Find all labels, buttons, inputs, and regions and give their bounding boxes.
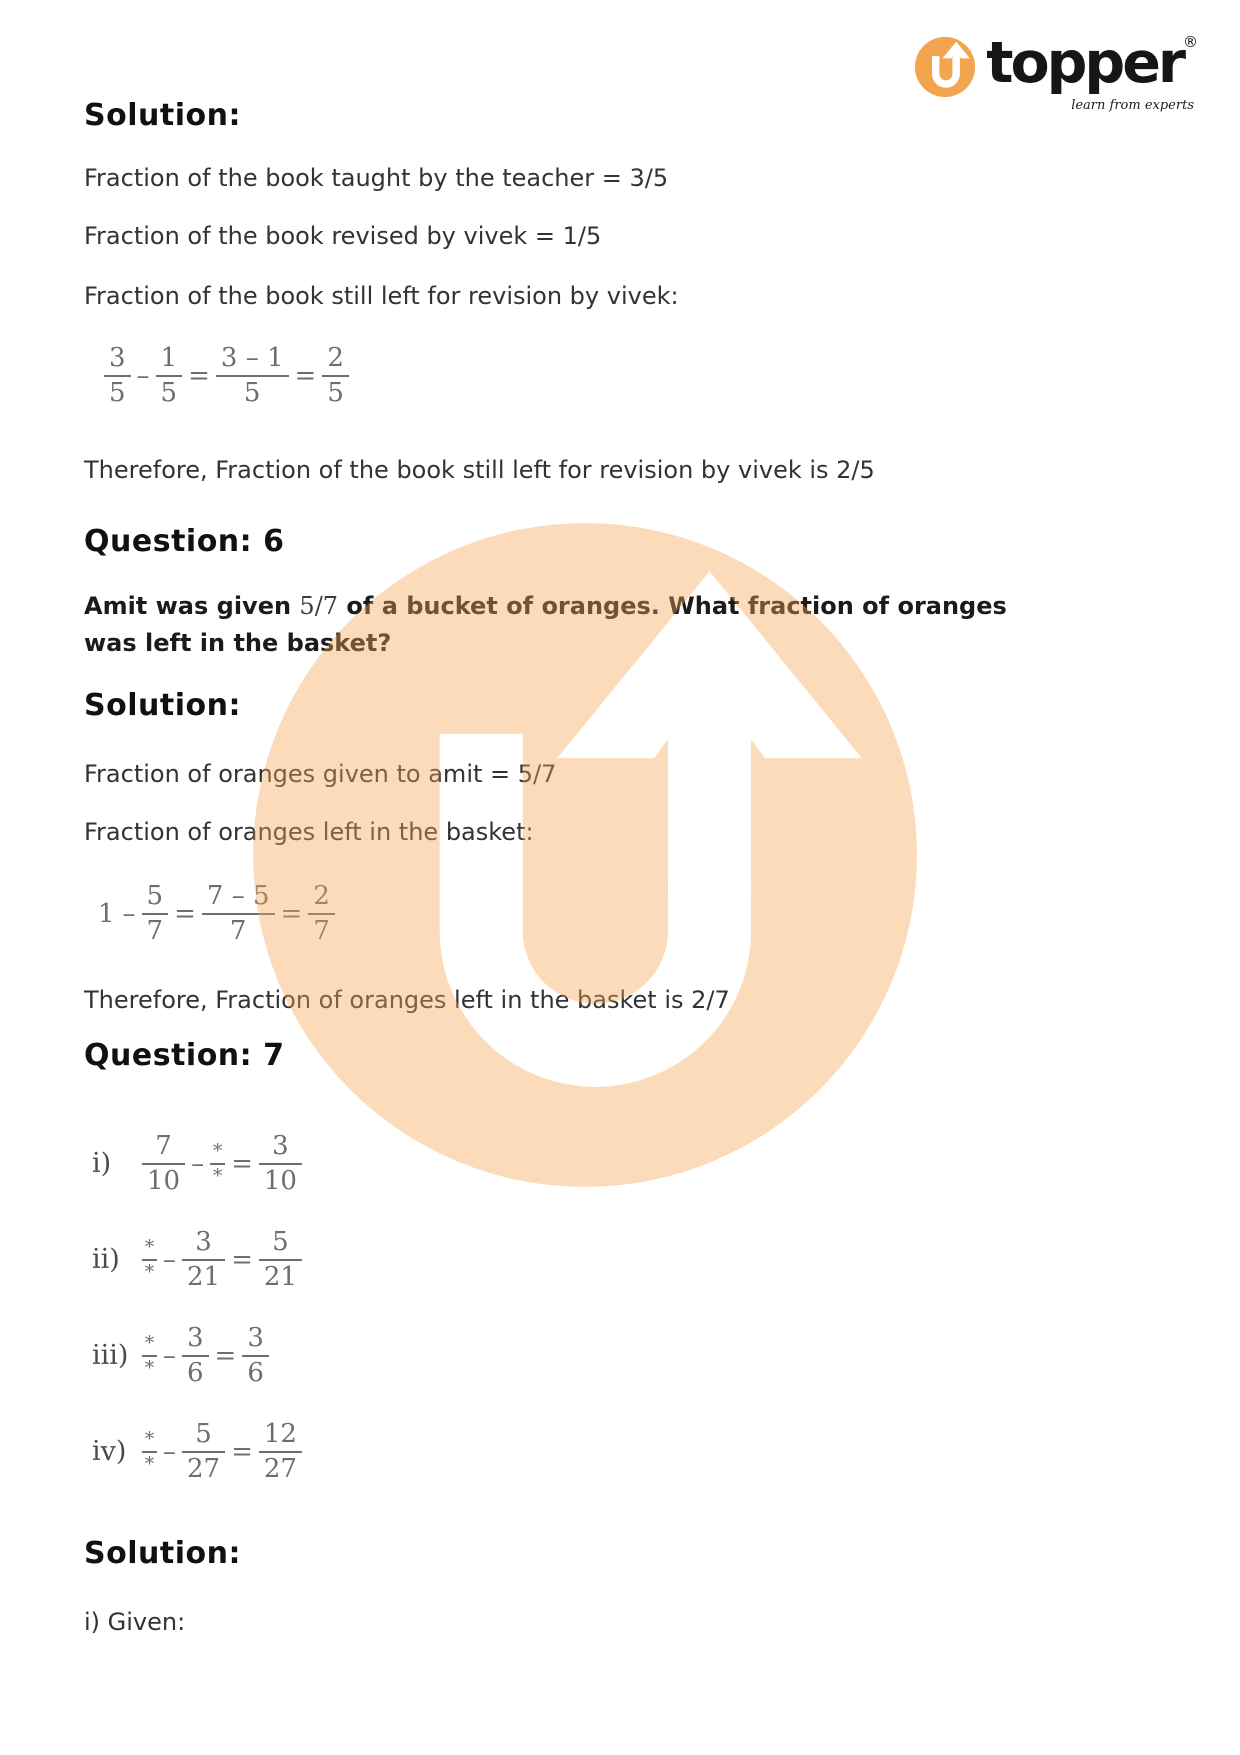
fraction: $\frac{5}{7}$ bbox=[142, 882, 169, 945]
item-label: iii) bbox=[92, 1340, 129, 1372]
equals-op: = bbox=[214, 1340, 237, 1371]
equation-2 bbox=[98, 882, 335, 945]
question-6-fraction: 5/7 bbox=[299, 592, 339, 620]
utopper-logo bbox=[914, 30, 1198, 113]
fraction: $\frac{3}{5}$ bbox=[104, 344, 131, 407]
item-label: ii) bbox=[92, 1244, 120, 1276]
solution-heading-3: Solution: bbox=[84, 1536, 241, 1571]
solution2-line-1: Fraction of oranges given to amit = 5/7 bbox=[84, 760, 557, 788]
equals-op: = bbox=[188, 360, 210, 391]
fraction: $\frac{3}{10}$ bbox=[259, 1132, 302, 1195]
missing-fraction: $\frac{*}{*}$ bbox=[142, 1335, 157, 1377]
minus-op: – bbox=[163, 1436, 176, 1467]
solution1-line-2: Fraction of the book revised by vivek = 1/5 bbox=[84, 222, 602, 250]
missing-fraction: $\frac{*}{*}$ bbox=[142, 1431, 157, 1473]
therefore-line-1: Therefore, Fraction of the book still left for revision by vivek is 2/5 bbox=[84, 456, 875, 484]
question-7-item-ii bbox=[92, 1228, 302, 1291]
logo-tagline: learn from experts bbox=[1071, 98, 1194, 113]
equation-1 bbox=[104, 344, 349, 407]
fraction: $\frac{3 - 1}{5}$ bbox=[216, 344, 289, 407]
solution-heading-2: Solution: bbox=[84, 688, 241, 723]
missing-fraction: $\frac{*}{*}$ bbox=[210, 1143, 225, 1185]
minus-op: – bbox=[136, 360, 150, 391]
question-7-item-iii bbox=[92, 1324, 269, 1387]
fraction: $\frac{7 - 5}{7}$ bbox=[202, 882, 275, 945]
solution-heading-1: Solution: bbox=[84, 98, 241, 133]
fraction: $\frac{2}{7}$ bbox=[308, 882, 335, 945]
u-arrow-logo-icon bbox=[914, 36, 976, 98]
fraction: $\frac{5}{27}$ bbox=[182, 1420, 225, 1483]
equals-op: = bbox=[294, 360, 317, 391]
logo-wordmark: topper® bbox=[986, 30, 1198, 96]
item-label: i) bbox=[92, 1148, 112, 1180]
item-label: iv) bbox=[92, 1436, 127, 1468]
fraction: $\frac{2}{5}$ bbox=[322, 344, 349, 407]
fraction: $\frac{12}{27}$ bbox=[259, 1420, 302, 1483]
solution1-line-1: Fraction of the book taught by the teacher = 3/5 bbox=[84, 164, 669, 192]
solution1-line-3: Fraction of the book still left for revision by vivek: bbox=[84, 282, 679, 310]
question-6-heading: Question: 6 bbox=[84, 524, 285, 559]
question-7-item-i bbox=[92, 1132, 302, 1195]
question-7-item-iv bbox=[92, 1420, 302, 1483]
equals-op: = bbox=[174, 898, 196, 929]
solution3-line-1: i) Given: bbox=[84, 1608, 186, 1636]
registered-mark: ® bbox=[1183, 33, 1198, 51]
fraction: $\frac{3}{6}$ bbox=[182, 1324, 209, 1387]
number-one: 1 bbox=[98, 898, 115, 929]
therefore-line-2: Therefore, Fraction of oranges left in the basket is 2/7 bbox=[84, 986, 730, 1014]
minus-op: – bbox=[122, 898, 136, 929]
equals-op: = bbox=[280, 898, 303, 929]
fraction: $\frac{3}{21}$ bbox=[182, 1228, 225, 1291]
minus-op: – bbox=[163, 1340, 176, 1371]
equals-op: = bbox=[231, 1436, 253, 1467]
minus-op: – bbox=[163, 1244, 176, 1275]
missing-fraction: $\frac{*}{*}$ bbox=[142, 1239, 157, 1281]
fraction: $\frac{5}{21}$ bbox=[259, 1228, 302, 1291]
solution2-line-2: Fraction of oranges left in the basket: bbox=[84, 818, 534, 846]
fraction: $\frac{7}{10}$ bbox=[142, 1132, 185, 1195]
fraction: $\frac{1}{5}$ bbox=[156, 344, 183, 407]
minus-op: – bbox=[191, 1148, 205, 1179]
question-7-heading: Question: 7 bbox=[84, 1038, 285, 1073]
equals-op: = bbox=[231, 1148, 253, 1179]
question-6-text: Amit was given 5/7 of a bucket of oranges. What fraction of oranges was left in the basket? bbox=[84, 592, 1007, 657]
fraction: $\frac{3}{6}$ bbox=[242, 1324, 269, 1387]
equals-op: = bbox=[231, 1244, 253, 1275]
